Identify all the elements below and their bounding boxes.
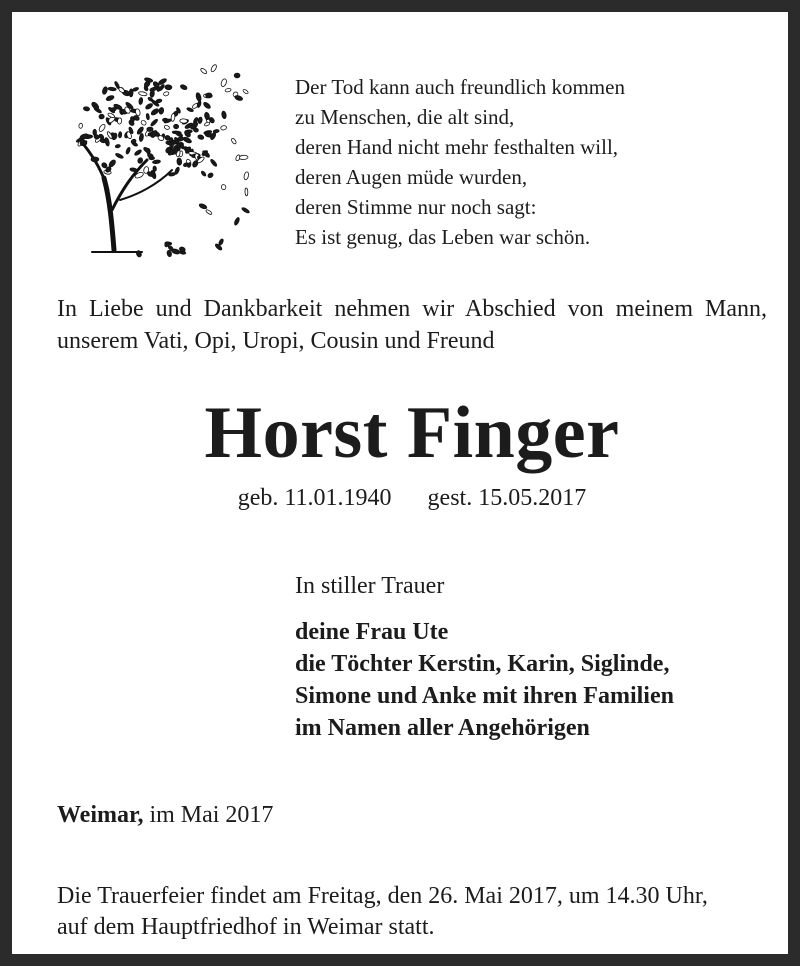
leaf-mark [108, 87, 117, 91]
leaf-mark [210, 158, 218, 167]
leaf-mark [205, 93, 212, 98]
poem-line: zu Menschen, die alt sind, [295, 105, 515, 129]
service-line: Die Trauerfeier findet am Freitag, den 26. Mai 2017, um 14.30 Uhr, [57, 883, 708, 909]
leaf-mark [139, 133, 144, 142]
leaf-mark [102, 86, 109, 95]
mourner-line: die Töchter Kerstin, Karin, Siglinde, [295, 651, 670, 677]
leaf-mark [134, 149, 142, 156]
leaf-mark [203, 101, 212, 109]
leaf-mark [158, 107, 164, 114]
leaf-mark [117, 118, 122, 125]
mourner-line: deine Frau Ute [295, 619, 449, 645]
leaf-mark [245, 188, 248, 196]
leaf-mark [79, 123, 83, 128]
leaf-mark [118, 132, 122, 138]
leaf-mark [138, 97, 143, 104]
leaf-mark [115, 144, 120, 148]
poem-line: deren Augen müde wurden, [295, 165, 528, 189]
leaf-mark [177, 158, 182, 166]
leaf-mark [165, 85, 172, 90]
leaf-mark [143, 146, 151, 153]
leaf-mark [220, 125, 227, 130]
leaf-mark [234, 95, 243, 102]
life-dates [12, 482, 800, 514]
leaf-mark [234, 217, 241, 226]
leaf-mark [234, 73, 240, 78]
service-line: auf dem Hauptfriedhof in Weimar statt. [57, 914, 435, 940]
leaf-mark [104, 137, 110, 146]
leaf-mark [98, 123, 106, 132]
poem-line: deren Hand nicht mehr festhalten will, [295, 135, 619, 159]
leaf-mark [207, 172, 214, 178]
leaf-mark [201, 170, 207, 176]
leaf-mark [170, 141, 174, 149]
leaf-mark [91, 157, 99, 162]
leaf-mark [199, 203, 208, 210]
leaf-mark [171, 113, 176, 121]
leaf-mark [163, 91, 169, 96]
leaf-mark [225, 88, 232, 92]
leaf-mark [241, 207, 250, 214]
leaf-mark [220, 78, 227, 87]
poem [295, 72, 625, 252]
leaf-mark [197, 134, 204, 140]
leaf-mark [221, 111, 227, 119]
leaf-mark [118, 86, 125, 93]
leaf-mark [182, 136, 192, 144]
leaf-mark [115, 153, 124, 160]
leaf-mark [106, 95, 115, 102]
leaf-mark [197, 100, 202, 107]
leaf-mark [204, 112, 210, 120]
leaf-mark [200, 67, 208, 74]
leaf-mark [197, 117, 202, 124]
leaf-mark [130, 168, 137, 172]
leaf-mark [205, 209, 212, 215]
leaf-mark [83, 106, 90, 111]
mourner-line: im Namen aller Angehörigen [295, 715, 590, 741]
leaf-mark [79, 133, 89, 140]
leaf-mark [146, 113, 150, 120]
leaf-mark [173, 124, 178, 129]
leaf-mark [125, 147, 131, 155]
leaf-mark [204, 122, 210, 127]
leaf-mark [210, 64, 217, 73]
leaf-mark [195, 92, 202, 102]
intro-text: In Liebe und Dankbarkeit nehmen wir Abschied von meinem Mann, unserem Vati, Opi, Uropi, Cousin und Freund [57, 296, 767, 354]
mourner-line: Simone und Anke mit ihren Familien [295, 683, 674, 709]
leaf-mark [150, 118, 159, 126]
leaf-mark [152, 160, 160, 164]
poem-line: deren Stimme nur noch sagt: [295, 195, 537, 219]
leaf-mark [180, 119, 188, 124]
leaf-mark [231, 138, 237, 145]
mourning-heading: In stiller Trauer [295, 573, 445, 599]
leaf-mark [239, 155, 248, 160]
leaf-mark [99, 114, 105, 119]
leaf-mark [242, 89, 248, 95]
leaf-mark [135, 108, 141, 116]
leaf-mark [145, 102, 154, 110]
deceased-name: Horst Finger [204, 392, 620, 474]
leaf-mark [180, 84, 188, 91]
birth-date: geb. 11.01.1940 [237, 485, 392, 511]
leaf-mark [147, 127, 153, 132]
leaf-mark [153, 166, 157, 172]
leaf-mark [138, 91, 147, 96]
leaf-mark [129, 89, 133, 97]
leaf-mark [243, 171, 249, 180]
place-city: Weimar, [57, 802, 144, 828]
place-month: im Mai 2017 [143, 802, 274, 828]
leaf-mark [164, 125, 170, 130]
leaf-mark [221, 184, 227, 190]
place-date [57, 799, 273, 831]
funeral-service-info [57, 881, 708, 943]
death-date: gest. 15.05.2017 [427, 485, 587, 511]
windblown-tree-icon [62, 50, 252, 265]
leaf-mark [147, 153, 154, 159]
leaf-mark [140, 120, 147, 126]
mourners-list [295, 616, 674, 744]
poem-line: Es ist genug, das Leben war schön. [295, 225, 591, 249]
poem-line: Der Tod kann auch freundlich kommen [295, 75, 625, 99]
leaf-mark [150, 108, 159, 116]
